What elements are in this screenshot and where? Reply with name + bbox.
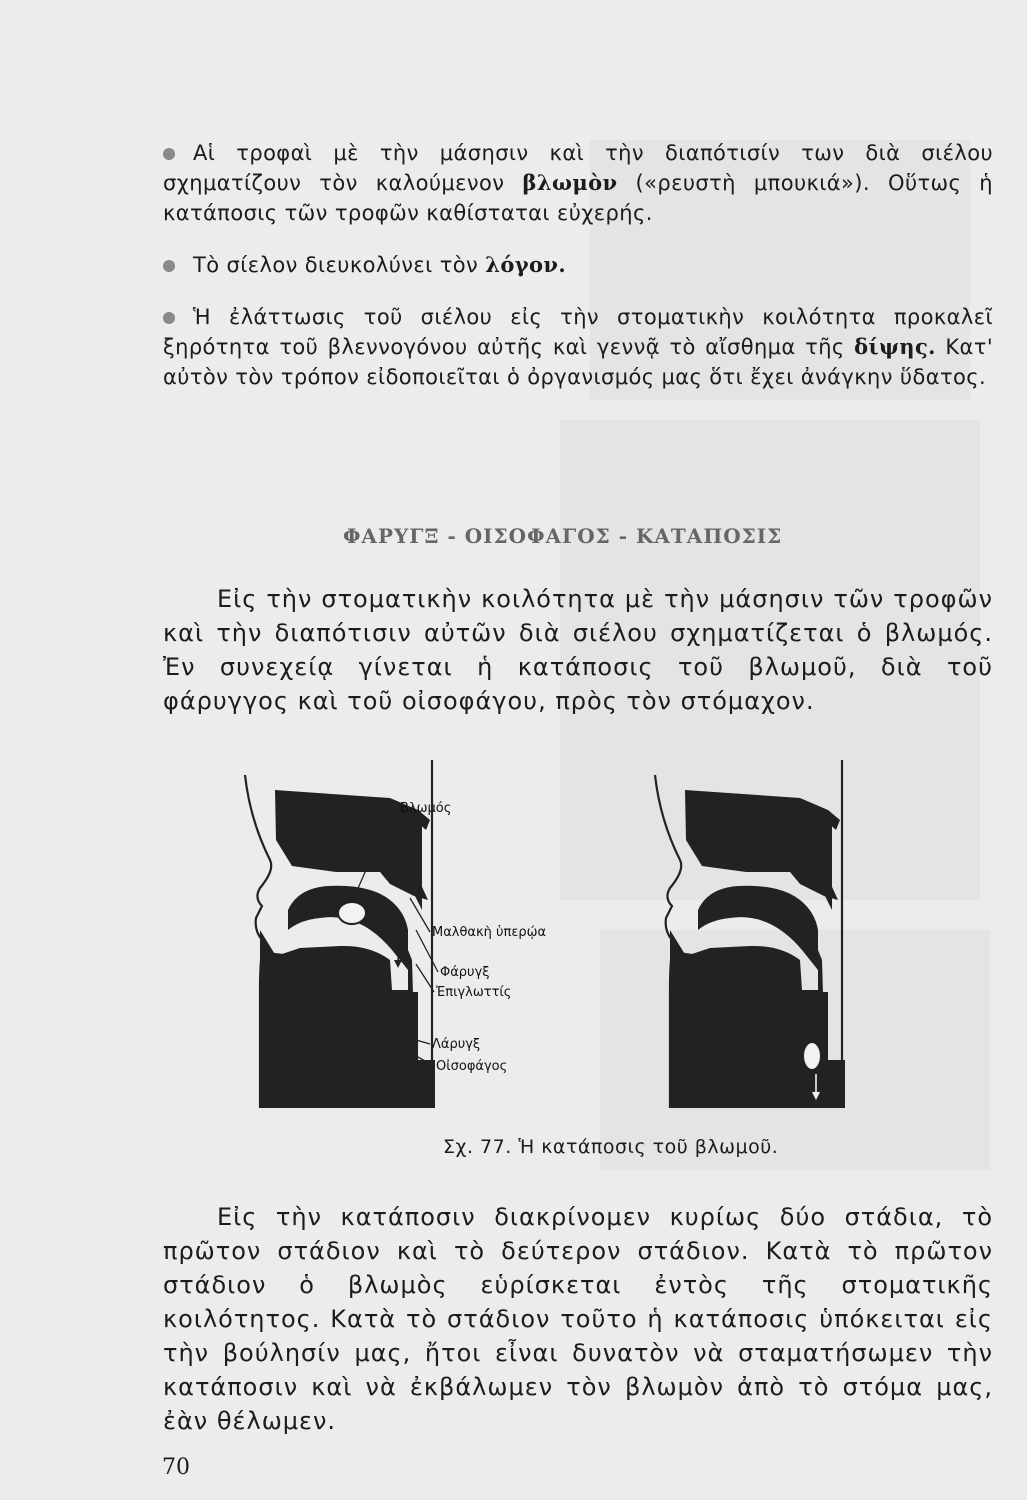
bold-term: δίψης. (854, 334, 936, 359)
paragraph-text: Εἰς τὴν στοματικὴν κοιλότητα μὲ τὴν μάσησιν τῶν τροφῶν καὶ τὴν διαπότισιν αὐτῶν διὰ σιέλου σχηματίζεται ὁ βλωμός. Ἐν συνεχείᾳ γίνεται ἡ κατάποσις τοῦ βλωμοῦ, διὰ τοῦ φάρυγγος καὶ τοῦ οἰσοφάγου, πρὸς τὸν στόμαχον. (163, 585, 993, 715)
bullet-item (163, 250, 993, 280)
figure-caption: Σχ. 77. Ἡ κατάποσις τοῦ βλωμοῦ. (443, 1136, 779, 1158)
paragraph (163, 582, 993, 718)
trachea-shape (390, 990, 402, 1108)
bold-term: λόγον. (485, 252, 567, 277)
page-number: 70 (162, 1455, 190, 1480)
bullet-text: («ρευστὴ μπουκιά»). Οὕτως ἡ κατάποσις τῶν τροφῶν καθίσταται εὐχερής. (163, 171, 993, 225)
label-epiglottis: Ἐπιγλωττίς (436, 985, 512, 1000)
paragraph (163, 1200, 993, 1438)
bullet-text: Ἡ ἐλάττωσις τοῦ σιέλου εἰς τὴν στοματικὴν κοιλότητα προκαλεῖ ξηρότητα τοῦ βλεννογόνου αὐτῆς καὶ γεννᾷ τὸ αἴσθημα τῆς (163, 305, 993, 359)
section-heading: ΦΑΡΥΓΞ - ΟΙΣΟΦΑΓΟΣ - ΚΑΤΑΠΟΣΙΣ (343, 524, 783, 548)
label-bolus: Βλωμός (400, 801, 452, 816)
label-larynx: Λάρυγξ (432, 1037, 481, 1052)
bullet-item (163, 302, 993, 392)
bullet-text: Αἱ τροφαὶ μὲ τὴν μάσησιν καὶ τὴν διαπότισίν των διὰ σιέλου σχηματίζουν τὸν καλούμενον (163, 141, 993, 195)
esophagus-shape (408, 992, 418, 1108)
bullet-text: Κατ' αὐτὸν τὸν τρόπον εἰδοποιεῖται ὁ ὀργανισμός μας ὅτι ἔχει ἀνάγκην ὕδατος. (163, 335, 993, 389)
bolus-shape (803, 1042, 821, 1070)
bullet-dot (163, 312, 175, 324)
swallow-arrow-head (394, 960, 402, 968)
bold-term: βλωμὸν (522, 170, 618, 195)
swallowing-figure (240, 760, 920, 1112)
bullet-item (163, 138, 993, 228)
label-esophagus: Οἰσοφάγος (436, 1059, 508, 1074)
label-pharynx: Φάρυγξ (440, 965, 490, 980)
paragraph-text: Εἰς τὴν κατάποσιν διακρίνομεν κυρίως δύο στάδια, τὸ πρῶτον στάδιον καὶ τὸ δεύτερον στάδιον. Κατὰ τὸ πρῶτον στάδιον ὁ βλωμὸς εὑρίσκεται ἐντὸς τῆς στοματικῆς κοιλότητος. Κατὰ τὸ στάδιον τοῦτο ἡ κατάποσις ὑπόκειται εἰς τὴν βούλησίν μας, ἤτοι εἶναι δυνατὸν νὰ σταματήσωμεν τὴν κατάποσιν καὶ νὰ ἐκβάλωμεν τὸν βλωμὸν ἀπὸ τὸ στόμα μας, ἐὰν θέλωμεν. (163, 1203, 993, 1435)
bullet-dot (163, 148, 175, 160)
bolus-shape (338, 902, 366, 924)
bullet-dot (163, 260, 175, 272)
head-diagram-right (655, 760, 845, 1108)
label-soft-palate: Μαλθακὴ ὑπερῴα (432, 925, 547, 940)
bullet-text: Τὸ σίελον διευκολύνει τὸν (193, 253, 486, 277)
